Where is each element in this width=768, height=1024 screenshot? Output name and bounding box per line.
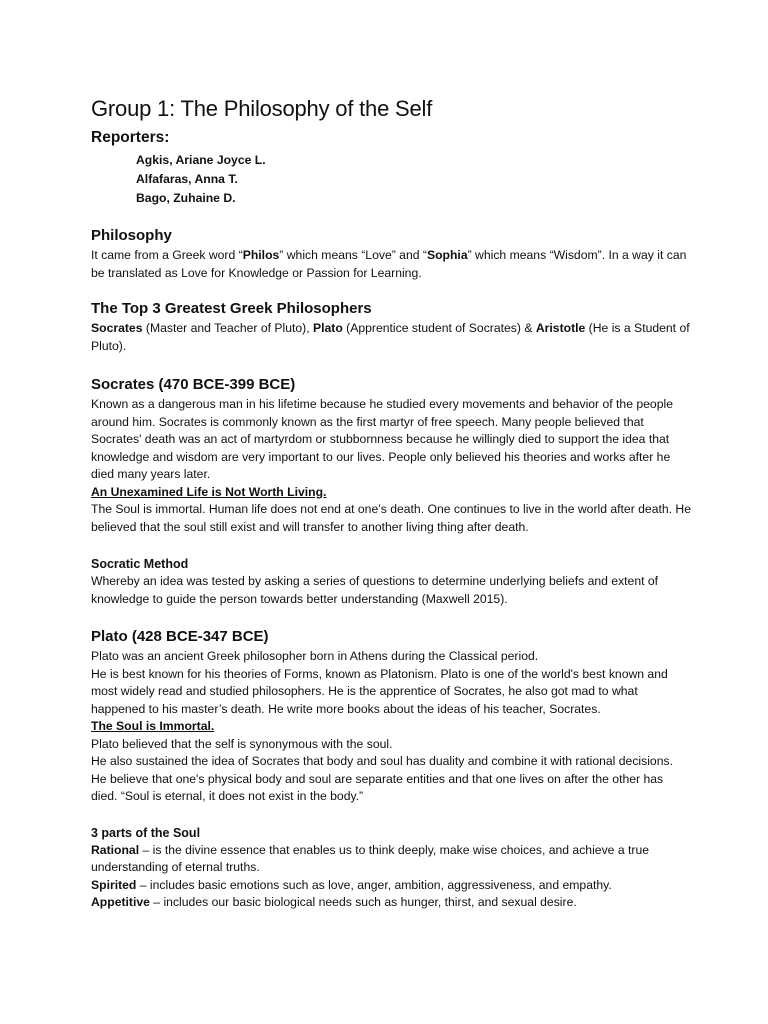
plato-heading: Plato (428 BCE-347 BCE): [91, 628, 269, 645]
text-run: (He is a Student of Pluto).: [91, 321, 690, 353]
document-title: Group 1: The Philosophy of the Self: [91, 96, 433, 121]
text-run: ” which means “Love” and “: [279, 248, 427, 262]
reporters-section: [91, 127, 691, 208]
top-philosophers-heading: The Top 3 Greatest Greek Philosophers: [91, 300, 372, 317]
plato-motto: The Soul is Immortal.: [91, 719, 215, 733]
socrates-term: Socrates: [91, 321, 143, 335]
text-run: (Master and Teacher of Pluto),: [142, 321, 313, 335]
top-philosophers-section: [91, 298, 691, 355]
appetitive-term: Appetitive: [91, 895, 150, 909]
text-run: ” which means “Wisdom”. In a way it can be translated as Love for Knowledge or Passion for Learning.: [91, 248, 687, 280]
rational-item: [91, 842, 691, 877]
socrates-soul-paragraph: The Soul is immortal. Human life does not end at one’s death. One continues to live in the world after death. He believed that the soul still exist and will transfer to another living thing after death.: [91, 502, 692, 534]
plato-term: Plato: [312, 321, 343, 335]
spirited-item: [91, 877, 691, 895]
plato-paragraph-2: He is best known for his theories of Forms, known as Platonism. Plato is one of the world's best known and most widely read and studied philosophers. He is the apprentice of Socrates, he also got mad to what happened to his master’s death. He write more books about the ideas of his teacher, Socrates.: [91, 666, 668, 716]
sophia-term: Sophia: [426, 248, 468, 262]
plato-paragraph-4: He also sustained the idea of Socrates that body and soul has duality and combine it with rational decisions. He believe that one's physical body and soul are separate entities and that one lives on after the other has died. “Soul is eternal, it does not exist in the body.”: [91, 754, 673, 803]
top-philosophers-paragraph: [91, 320, 691, 355]
socratic-method-paragraph: Whereby an idea was tested by asking a series of questions to determine underlying beliefs and extent of knowledge to guide the person towards better understanding (Maxwell 2015).: [91, 574, 659, 606]
plato-section: [91, 626, 691, 806]
socrates-motto: An Unexamined Life is Not Worth Living.: [91, 484, 327, 499]
soul-parts-heading: 3 parts of the Soul: [91, 825, 201, 840]
socrates-heading: Socrates (470 BCE-399 BCE): [91, 376, 296, 393]
philosophy-paragraph: [91, 247, 691, 282]
soul-parts-section: [91, 824, 691, 912]
socratic-method-section: [91, 555, 691, 608]
rational-term: Rational: [91, 842, 140, 857]
philosophy-heading: Philosophy: [91, 227, 172, 244]
philosophy-section: [91, 225, 691, 282]
appetitive-item: [91, 894, 691, 912]
spirited-term: Spirited: [91, 877, 137, 892]
aristotle-term: Aristotle: [535, 321, 586, 335]
socratic-method-heading: Socratic Method: [91, 557, 189, 571]
text-run: – is the divine essence that enables us to think deeply, make wise choices, and achieve a true understanding of eternal truths.: [91, 842, 649, 874]
reporter-name: Agkis, Ariane Joyce L.: [136, 153, 266, 167]
document-page: [91, 94, 691, 912]
text-run: (Apprentice student of Socrates) &: [342, 321, 536, 335]
socrates-intro: Known as a dangerous man in his lifetime because he studied every movements and behavior of the people around him. Socrates is commonly known as the first martyr of free speech. Many people believed that Socrates' death was an act of martyrdom or stubbornness because he willingly died to support the idea that knowledge and wisdom are very important to our lives. People only believed his theories and works after he died many years later.: [91, 397, 673, 481]
reporter-name: Bago, Zuhaine D.: [136, 191, 236, 205]
reporters-heading: Reporters:: [91, 129, 170, 146]
plato-paragraph-3: Plato believed that the self is synonymous with the soul.: [91, 736, 393, 751]
text-run: – includes our basic biological needs such as hunger, thirst, and sexual desire.: [149, 895, 577, 909]
socrates-section: [91, 374, 691, 536]
philos-term: Philos: [242, 248, 280, 262]
plato-paragraph-1: Plato was an ancient Greek philosopher born in Athens during the Classical period.: [91, 649, 539, 663]
text-run: – includes basic emotions such as love, anger, ambition, aggressiveness, and empathy.: [136, 877, 612, 892]
reporters-list: [136, 151, 691, 208]
text-run: It came from a Greek word “: [91, 248, 243, 262]
reporter-name: Alfafaras, Anna T.: [136, 172, 238, 186]
